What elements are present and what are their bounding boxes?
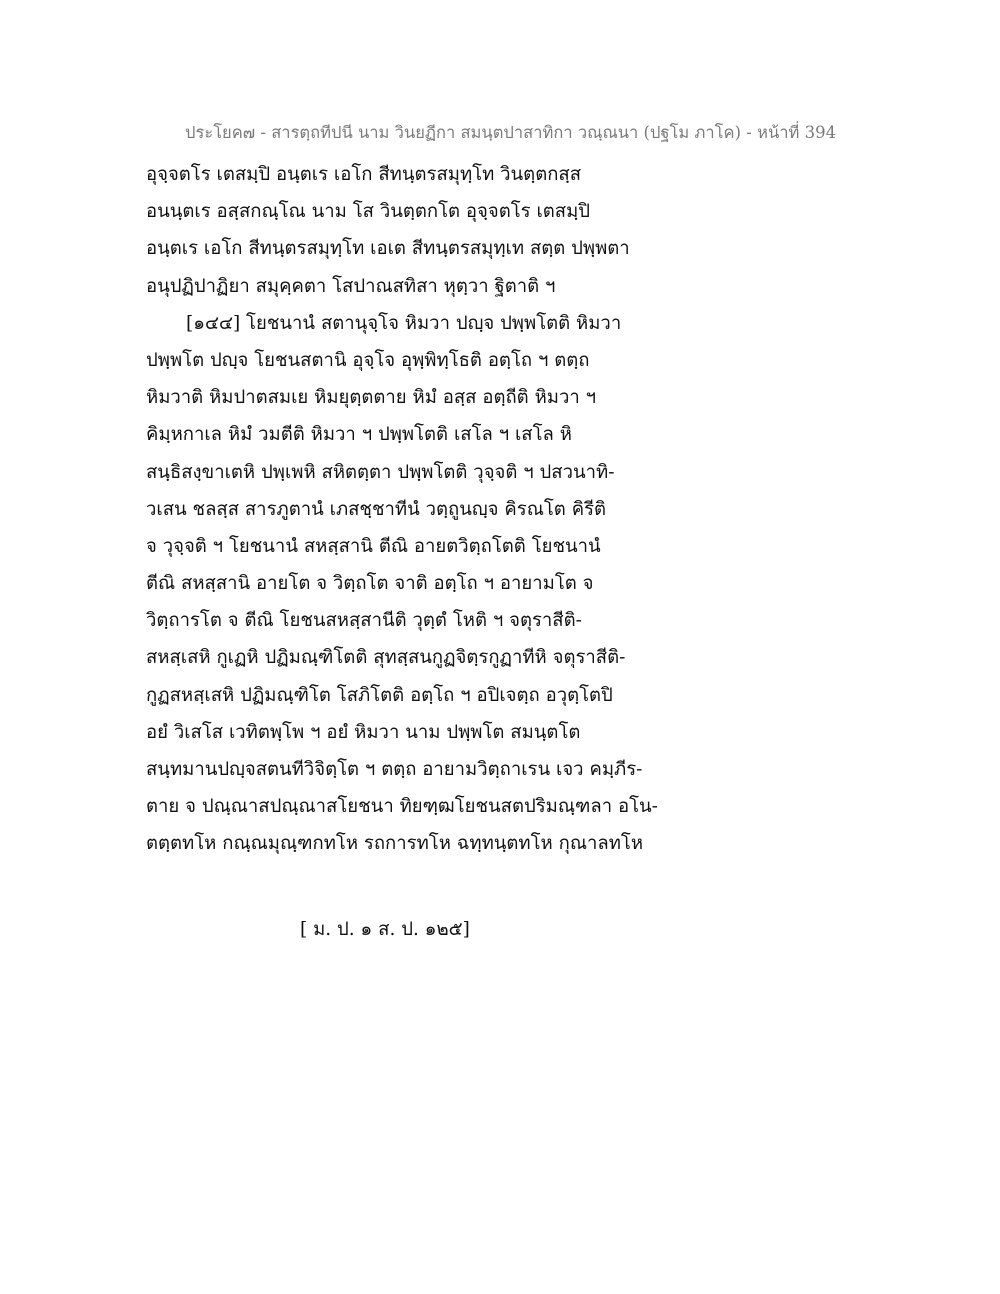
body-text xyxy=(146,156,706,863)
text-line: ตตฺตทโห กณฺณมุณฺฑกทโห รถการทโห ฉทฺทนฺตทโห กุณาลทโห xyxy=(146,833,644,855)
page-header: ประโยค๗ - สารตฺถทีปนี นาม วินยฏีกา สมนฺตปาสาทิกา วณฺณนา (ปฐโม ภาโค) - หน้าที่ 394 xyxy=(185,123,837,142)
text-line: อนฺตเร เอโก สีทนฺตรสมุทฺโท เอเต สีทนฺตรสมุทฺเท สตฺต ปพฺพตา xyxy=(146,238,630,260)
text-line: จ วุจฺจติ ฯ โยชนานํ สหสฺสานิ ตีณิ อายตวิตฺถโตติ โยชนานํ xyxy=(146,535,601,557)
text-line: กูฏสหสฺเสหิ ปฏิมณฺฑิโต โสภิโตติ อตฺโถ ฯ อปิเจตฺถ อวุตฺโตปิ xyxy=(146,684,613,706)
text-line: วิตฺถารโต จ ตีณิ โยชนสหสฺสานีติ วุตฺตํ โหติ ฯ จตุราสีติ- xyxy=(146,610,582,632)
text-line: สนฺทมานปญฺจสตนทีวิจิตฺโต ฯ ตตฺถ อายามวิตฺถาเรน เจว คมฺภีร- xyxy=(146,759,643,780)
text-line: อนุปฏิปาฏิยา สมุคฺคตา โสปาณสทิสา หุตฺวา ฐิตาติ ฯ xyxy=(146,275,556,297)
text-line: อุจฺจตโร เตสมฺปิ อนฺตเร เอโก สีทนฺตรสมุทฺโท วินตฺตกสฺส xyxy=(146,164,581,185)
text-line: อยํ วิเสโส เวทิตพฺโพ ฯ อยํ หิมวา นาม ปพฺพโต สมนฺตโต xyxy=(146,721,581,743)
paragraph-start-line: [๑๔๔] โยชนานํ สตานุจฺโจ หิมวา ปญฺจ ปพฺพโตติ หิมวา xyxy=(186,312,622,334)
text-line: ตาย จ ปณฺณาสปณฺณาสโยชนา ทิยฑฺฒโยชนสตปริมณฺฑลา อโน- xyxy=(146,796,658,818)
text-line: สนฺธิสงฺขาเตหิ ปพฺเพหิ สหิตตฺตา ปพฺพโตติ วุจฺจติ ฯ ปสวนาทิ- xyxy=(146,461,615,483)
text-line: วเสน ชลสฺส สารภูตานํ เภสชฺชาทีนํ วตฺถูนญฺจ คิรณโต คิรีติ xyxy=(146,498,607,520)
text-line: ปพฺพโต ปญฺจ โยชนสตานิ อุจฺโจ อุพฺพิทฺโธติ อตฺโถ ฯ ตตฺถ xyxy=(146,349,590,371)
text-line: คิมฺหกาเล หิมํ วมตีติ หิมวา ฯ ปพฺพโตติ เสโล ฯ เสโล หิ xyxy=(146,424,572,446)
text-line: สหสฺเสหิ กูเฏหิ ปฏิมณฺฑิโตติ สุทสฺสนกูฏจิตฺรกูฏาทีหิ จตุราสีติ- xyxy=(146,647,626,669)
text-line: อนนฺตเร อสฺสกณฺโณ นาม โส วินตฺตกโต อุจฺจตโร เตสมฺปิ xyxy=(146,201,591,223)
text-line: ตีณิ สหสฺสานิ อายโต จ วิตฺถโต จาติ อตฺโถ ฯ อายามโต จ xyxy=(146,573,594,595)
reference-citation: [ ม. ป. ๑ ส. ป. ๑๒๕] xyxy=(300,919,470,940)
text-line: หิมวาติ หิมปาตสมเย หิมยุตฺตตาย หิมํ อสฺส อตฺถีติ หิมวา ฯ xyxy=(146,387,597,409)
